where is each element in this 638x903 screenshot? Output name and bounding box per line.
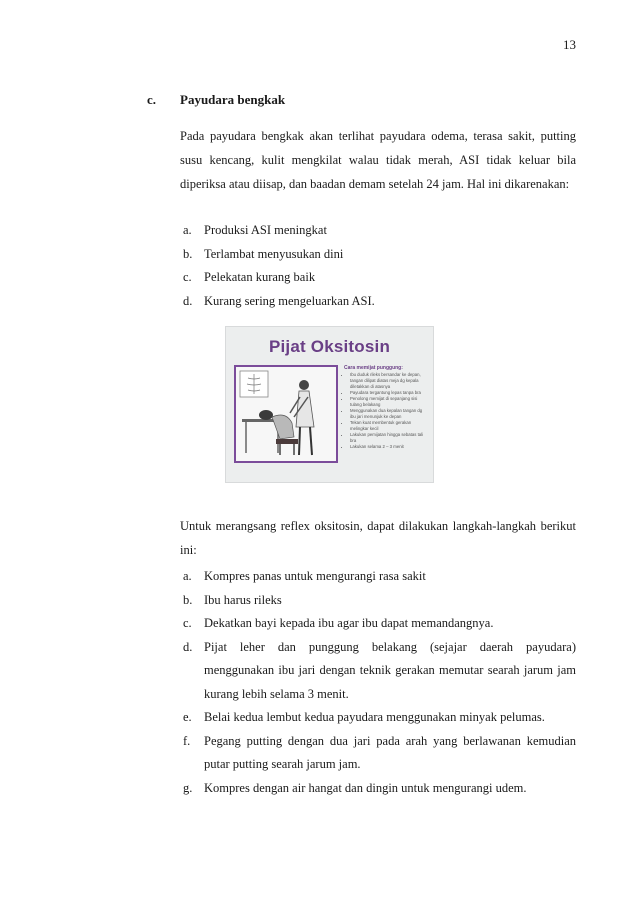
massage-figure	[225, 326, 434, 483]
list-marker: c.	[183, 616, 192, 630]
caption-item: • Lakukan selama 2 – 3 menit	[350, 444, 428, 450]
list-text: Terlambat menyusukan dini	[204, 246, 344, 261]
list-item	[183, 730, 576, 777]
list-item	[183, 290, 576, 314]
section-heading	[147, 92, 285, 108]
list-item	[183, 636, 576, 707]
list-item	[183, 706, 576, 730]
list-marker: d.	[183, 639, 193, 654]
figure-title: Pijat Oksitosin	[268, 337, 391, 356]
section-letter: c.	[147, 92, 157, 107]
caption-item: • Payudara tergantung lepas tanpa bra	[350, 390, 428, 396]
list-text: Pelekatan kurang baik	[204, 270, 316, 284]
caption-item: • Lakukan pemijatan hingga sebatas tali bra	[350, 432, 428, 444]
list-marker: b.	[183, 592, 193, 607]
list-text: Kompres panas untuk mengurangi rasa sakit	[204, 569, 426, 583]
caption-item: • Menggunakan dua kepalan tangan dg ibu jari menunjuk ke depan	[350, 408, 428, 420]
list-item	[183, 589, 576, 613]
list-text: Dekatkan bayi kepada ibu agar ibu dapat memandangnya.	[204, 616, 494, 630]
list-item	[183, 777, 576, 801]
list-text: Pijat leher dan punggung belakang (sejajar daerah payudara) menggunakan ibu jari dengan teknik gerakan memutar searah jarum jam kurang lebih selama 3 menit.	[204, 639, 576, 701]
causes-list	[183, 219, 576, 313]
list-marker: b.	[183, 246, 193, 261]
list-marker: c.	[183, 270, 192, 284]
list-text: Pegang putting dengan dua jari pada arah yang berlawanan kemudian putar putting searah jarum jam.	[204, 733, 576, 771]
list-item	[183, 612, 576, 636]
figure-caption	[344, 365, 428, 450]
section-title: Payudara bengkak	[180, 92, 286, 107]
list-item	[183, 219, 576, 243]
list-marker: d.	[183, 293, 193, 308]
page-number: 13	[563, 37, 576, 52]
caption-item: • Tekan kuat membentuk gerakan melingkar kecil	[350, 420, 428, 432]
illustration-frame	[234, 365, 338, 463]
steps-list	[183, 565, 576, 800]
list-item	[183, 243, 576, 267]
list-text: Belai kedua lembut kedua payudara menggunakan minyak pelumas.	[204, 710, 545, 724]
caption-heading: Cara memijat punggung:	[344, 365, 403, 371]
list-text: Kurang sering mengeluarkan ASI.	[204, 293, 375, 308]
list-marker: f.	[183, 733, 191, 748]
massage-illustration	[236, 367, 336, 461]
caption-item: • Penolong memijat di sepanjang sisi tulang belakang	[350, 396, 428, 408]
list-marker: a.	[183, 223, 192, 237]
list-marker: g.	[183, 780, 193, 795]
list-text: Produksi ASI meningkat	[204, 223, 327, 237]
list-item	[183, 565, 576, 589]
caption-item: • Ibu duduk rileks bersandar ke depan, tangan dilipat diatas meja dg kepala diletakkan di atasnya	[350, 372, 428, 390]
list-marker: a.	[183, 569, 192, 583]
caption-list	[344, 372, 428, 450]
list-item	[183, 266, 576, 290]
list-text: Kompres dengan air hangat dan dingin untuk mengurangi udem.	[204, 780, 527, 795]
list-text: Ibu harus rileks	[204, 592, 282, 607]
steps-intro: Untuk merangsang reflex oksitosin, dapat dilakukan langkah-langkah berikut ini:	[180, 519, 576, 557]
intro-paragraph: Pada payudara bengkak akan terlihat payudara odema, terasa sakit, putting susu kencang, kulit mengkilat walau tidak merah, ASI tidak keluar bila diperiksa atau diisap, dan baadan demam setelah 24 jam. Hal ini dikarenakan:	[180, 129, 576, 191]
list-marker: e.	[183, 710, 192, 724]
